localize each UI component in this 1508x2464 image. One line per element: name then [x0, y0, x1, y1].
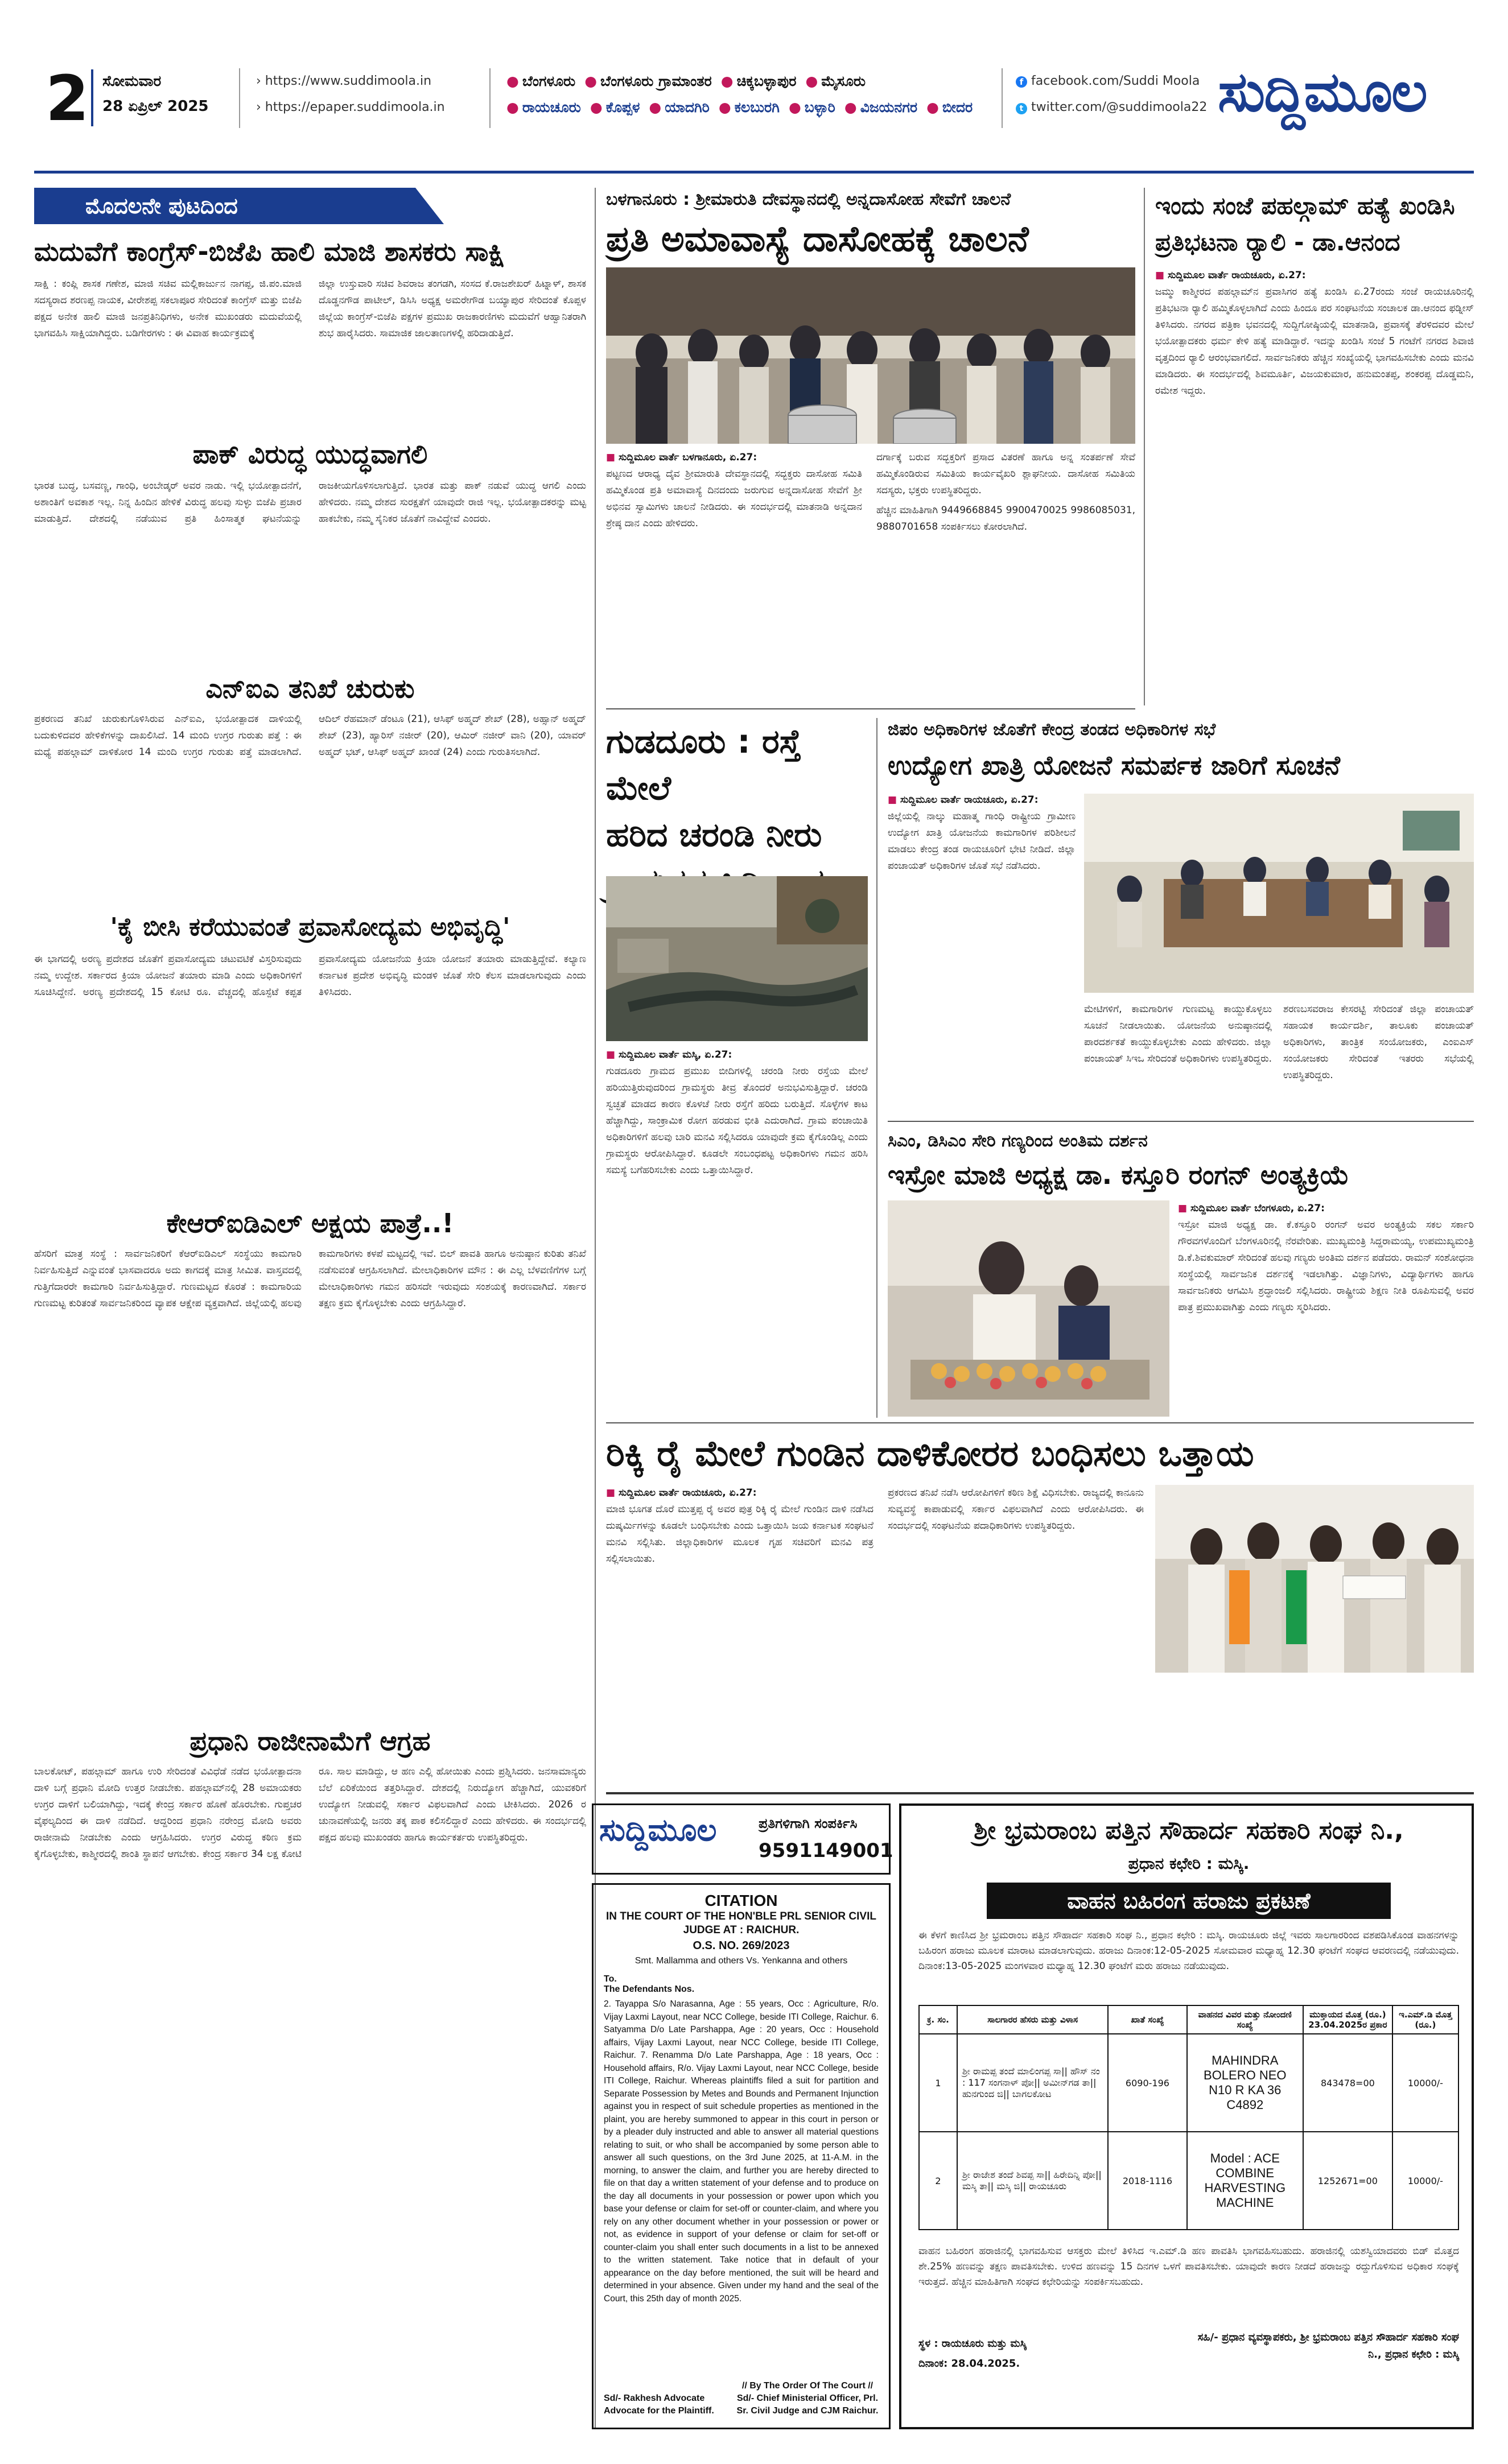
article-body: ■ ಸುದ್ದಿಮೂಲ ವಾರ್ತೆ ರಾಯಚೂರು, ಏ.27: ಜಮ್ಮು ಕಾಶ್ಮೀರದ ಪಹಲ್ಗಾಮ್‌ನ ಪ್ರವಾಸಿಗರ ಹತ್ಯೆ ಖಂಡಿಸಿ ಏ.27ರಂದು ಸಂಜೆ ರಾಯಚೂರಿನಲ್ಲಿ ಪ್ರತಿಭಟನಾ ರ‍್ಯಾಲಿ ಹಮ್ಮಿಕೊಳ್ಳಲಾಗಿದೆ ಎಂದು ಹಿಂದೂ ಪರ ಸಂಘಟನೆಯ ಸಂಚಾಲಕ ಡಾ.ಆನಂದ ಫಡ್ನೀಸ್ ತಿಳಿಸಿದರು. ನಗರದ ಪತ್ರಿಕಾ ಭವನದಲ್ಲಿ ಸುದ್ದಿಗೋಷ್ಠಿಯಲ್ಲಿ ಮಾತನಾಡಿ, ಪ್ರವಾಸಕ್ಕೆ ತೆರಳಿದವರ ಮೇಲೆ ಭಯೋತ್ಪಾದಕರು ಧರ್ಮ ಕೇಳಿ ಹತ್ಯೆ ಮಾಡಿದ್ದಾರೆ. ಇದನ್ನು ಖಂಡಿಸಿ ಸಂಜೆ 5 ಗಂಟೆಗೆ ನಗರದ ಶಿವಾಜಿ ವೃತ್ತದಿಂದ ರ‍್ಯಾಲಿ ಆರಂಭವಾಗಲಿದೆ. ಸಾರ್ವಜನಿಕರು ಹೆಚ್ಚಿನ ಸಂಖ್ಯೆಯಲ್ಲಿ ಭಾಗವಹಿಸಬೇಕು ಎಂದು ಮನವಿ ಮಾಡಿದರು. ಈ ಸಂದರ್ಭದಲ್ಲಿ ಶಿವಮೂರ್ತಿ, ವಿಜಯಕುಮಾರ, ಹನುಮಂತಪ್ಪ, ಶಂಕರಪ್ಪ ದೊಡ್ಡಮನಿ, ರಮೇಶ ಇದ್ದರು.: [1155, 270, 1474, 397]
city-link[interactable]: ಕೊಪ್ಪಳ: [605, 99, 640, 115]
city-link[interactable]: ಬಳ್ಳಾರಿ: [804, 99, 835, 115]
table-header-cell: ಸಾಲಗಾರರ ಹೆಸರು ಮತ್ತು ವಿಳಾಸ: [957, 2005, 1108, 2034]
table-cell: 843478=00: [1303, 2034, 1392, 2132]
bullet-icon: ■: [1155, 270, 1168, 281]
article-body: ದರ್ಗಾಕ್ಕೆ ಬರುವ ಸದ್ಭಕ್ತರಿಗೆ ಪ್ರಸಾದ ವಿತರಣೆ ಹಾಗೂ ಅನ್ನ ಸಂತರ್ಪಣೆ ಸೇವೆ ಹಮ್ಮಿಕೊಂಡಿರುವ ಸಮಿತಿಯ ಕಾರ್ಯವೈಖರಿ ಶ್ಲಾಘನೀಯ. ದಾಸೋಹ ಸಮಿತಿಯ ಸದಸ್ಯರು, ಭಕ್ತರು ಉಪಸ್ಥಿತರಿದ್ದರು. ಹೆಚ್ಚಿನ ಮಾಹಿತಿಗಾಗಿ 9449668845 9900470025 9986085031, 9880701658 ಸಂಪರ್ಕಿಸಲು ಕೋರಲಾಗಿದೆ.: [876, 452, 1135, 533]
bullet-icon: ■: [606, 452, 619, 463]
article-body: ಶರಣಬಸವರಾಜ ಕೇಸರಟ್ಟಿ ಸೇರಿದಂತೆ ಜಿಲ್ಲಾ ಪಂಚಾಯತ್ ಸಹಾಯಕ ಕಾರ್ಯದರ್ಶಿ, ತಾಲೂಕು ಪಂಚಾಯತ್ ಅಧಿಕಾರಿಗಳು, ತಾಂತ್ರಿಕ ಸಂಯೋಜಕರು, ಎಂಐಎಸ್ ಸಂಯೋಜಕರು ಸೇರಿದಂತೆ ಇತರರು ಸಭೆಯಲ್ಲಿ ಉಪಸ್ಥಿತರಿದ್ದರು.: [1283, 1004, 1474, 1081]
chevron-right-icon: ›: [256, 74, 265, 88]
city-link[interactable]: ಕಲಬುರಗಿ: [734, 99, 780, 115]
section-divider: [606, 1792, 1474, 1794]
page-number: 2: [46, 62, 89, 135]
table-cell: 10000/-: [1392, 2034, 1458, 2132]
table-cell: Model : ACE COMBINE HARVESTING MACHINE: [1187, 2132, 1304, 2230]
article-headline: ಮದುವೆಗೆ ಕಾಂಗ್ರೆಸ್-ಬಿಜೆಪಿ ಹಾಲಿ ಮಾಜಿ ಶಾಸಕರು ಸಾಕ್ಷಿ: [34, 236, 505, 267]
twitter-icon: t: [1016, 103, 1027, 114]
bullet-icon: ●: [720, 73, 734, 89]
bullet-icon: ●: [718, 99, 731, 115]
bullet-icon: ●: [844, 99, 857, 115]
article-photo: [606, 267, 1135, 444]
city-links-row2: [506, 99, 982, 116]
bullet-icon: ●: [926, 99, 939, 115]
article-headline: ಗುಡದೂರು : ರಸ್ತೆ ಮೇಲೆ ಹರಿದ ಚರಂಡಿ ನೀರು: [606, 722, 822, 854]
table-cell: 1: [919, 2034, 957, 2132]
article-kicker: ಜಿಪಂ ಅಧಿಕಾರಿಗಳ ಜೊತೆಗೆ ಕೇಂದ್ರ ತಂಡದ ಅಧಿಕಾರಿಗಳ ಸಭೆ: [888, 720, 1216, 740]
article-headline: ಎನ್‌ಐಎ ತನಿಖೆ ಚುರುಕು: [205, 673, 415, 704]
article-headline: 'ಕೈ ಬೀಸಿ ಕರೆಯುವಂತೆ ಪ್ರವಾಸೋದ್ಯಮ ಅಭಿವೃದ್ಧಿ': [110, 913, 510, 942]
article-body: ■ ಸುದ್ದಿಮೂಲ ವಾರ್ತೆ ರಾಯಚೂರು, ಏ.27: ಮಾಜಿ ಭೂಗತ ದೊರೆ ಮುತ್ತಪ್ಪ ರೈ ಅವರ ಪುತ್ರ ರಿಕ್ಕಿ ರೈ ಮೇಲೆ ಗುಂಡಿನ ದಾಳಿ ನಡೆಸಿದ ದುಷ್ಕರ್ಮಿಗಳನ್ನು ಕೂಡಲೇ ಬಂಧಿಸಬೇಕು ಎಂದು ಒತ್ತಾಯಿಸಿ ಜಯ ಕರ್ನಾಟಕ ಸಂಘಟನೆ ಮನವಿ ಸಲ್ಲಿಸಿತು. ಜಿಲ್ಲಾಧಿಕಾರಿಗಳ ಮೂಲಕ ಗೃಹ ಸಚಿವರಿಗೆ ಮನವಿ ಪತ್ರ ಸಲ್ಲಿಸಲಾಯಿತು.: [606, 1487, 874, 1565]
page-header: [34, 60, 1474, 159]
bullet-icon: ●: [506, 73, 519, 89]
facebook-icon: f: [1016, 76, 1027, 88]
table-header-cell: ಮುಕ್ತಾಯದ ಮೊತ್ತ (ರೂ.) 23.04.2025ರ ಪ್ರಕಾರ: [1303, 2005, 1392, 2034]
bullet-icon: ■: [888, 794, 900, 806]
table-cell: 2: [919, 2132, 957, 2230]
auction-notice: ಶ್ರೀ ಭ್ರಮರಾಂಬ ಪತ್ತಿನ ಸೌಹಾರ್ದ ಸಹಕಾರಿ ಸಂಘ ನಿ., ಪ್ರಧಾನ ಕಛೇರಿ : ಮಸ್ಕಿ. ವಾಹನ ಬಹಿರಂಗ ಹರಾಜು ಪ್ರಕಟಣೆ ಈ ಕೆಳಗೆ ಕಾಣಿಸಿದ ಶ್ರೀ ಭ್ರಮರಾಂಬ ಪತ್ತಿನ ಸೌಹಾರ್ದ ಸಹಕಾರಿ ಸಂಘ ನಿ., ಪ್ರಧಾನ ಕಛೇರಿ : ಮಸ್ಕಿ. ರಾಯಚೂರು ಜಿಲ್ಲೆ ಇವರು ಸಾಲಗಾರರಿಂದ ವಶಪಡಿಸಿಕೊಂಡ ವಾಹನಗಳನ್ನು ಬಹಿರಂಗ ಹರಾಜು ಮೂಲಕ ಮಾರಾಟ ಮಾಡಲಾಗುವುದು. ಹರಾಜು ದಿನಾಂಕ:12-05-2025 ಸೋಮವಾರ ಮಧ್ಯಾಹ್ನ 12.30 ಘಂಟೆಗೆ ಸಂಘದ ಆವರಣದಲ್ಲಿ ನಡೆಯುವುದು. ದಿನಾಂಕ:13-05-2025 ಮಂಗಳವಾರ ಮಧ್ಯಾಹ್ನ 12.30 ಘಂಟೆಗೆ ಮರು ಹರಾಜು ನಡೆಯುವುದು. ಕ್ರ. ಸಂ. ಸಾಲಗಾರರ ಹೆಸರು ಮತ್ತು ವಿಳಾಸ ಖಾತೆ ಸಂಖ್ಯೆ ವಾಹನದ ವಿವರ ಮತ್ತು ನೋಂದಣಿ ಸಂಖ್ಯೆ ಮುಕ್ತಾಯದ ಮೊತ್ತ (ರೂ.) 23.04.2025ರ ಪ್ರಕಾರ ಇ.ಎಮ್.ಡಿ ಮೊತ್ತ (ರೂ.) 1 ಶ್ರೀ ರಾಮಪ್ಪ ತಂದೆ ಮಾಲಿಂಗಪ್ಪ ಸಾ|| ಹೌಸ್ ನಂ : 117 ಸಂಗನಾಳ್ ಪೋ|| ಅಮೀನ್‌ಗಡ ತಾ|| ಹುನಗುಂದ ಜಿ|| ಬಾಗಲಕೋಟ 6090-196 MAHINDRA BOLERO NEO N10 R KA 36 C4892 843478=00 10000/- 2 ಶ್ರೀ ರಾಜೇಶ ತಂದೆ ಶಿವಪ್ಪ ಸಾ|| ಹಿರೇದಿನ್ನಿ ಪೋ|| ಮಸ್ಕಿ ತಾ|| ಮಸ್ಕಿ ಜಿ|| ರಾಯಚೂರು 2018-1116 Model : ACE COMBINE HARVESTING MACHINE 1252671=00 10000/- ವಾಹನ ಬಹಿರಂಗ ಹರಾಜಿನಲ್ಲಿ ಭಾಗವಹಿಸುವ ಆಸಕ್ತರು ಮೇಲೆ ತಿಳಿಸಿದ ಇ.ಎಮ್.ಡಿ ಹಣ ಪಾವತಿಸಿ ಭಾಗವಹಿಸಬಹುದು. ಹರಾಜಿನಲ್ಲಿ ಯಶಸ್ವಿಯಾದವರು ಬಿಡ್ ಮೊತ್ತದ ಶೇ.25% ಹಣವನ್ನು ತಕ್ಷಣ ಪಾವತಿಸಬೇಕು. ಉಳಿದ ಹಣವನ್ನು 15 ದಿನಗಳ ಒಳಗೆ ಪಾವತಿಸಬೇಕು. ಯಾವುದೇ ಕಾರಣ ನೀಡದೆ ಹರಾಜನ್ನು ರದ್ದುಗೊಳಿಸುವ ಅಧಿಕಾರ ಸಂಘಕ್ಕೆ ಇರುತ್ತದೆ. ಹೆಚ್ಚಿನ ಮಾಹಿತಿಗಾಗಿ ಸಂಘದ ಕಛೇರಿಯನ್ನು ಸಂಪರ್ಕಿಸಬಹುದು. ಸ್ಥಳ : ರಾಯಚೂರು ಮತ್ತು ಮಸ್ಕಿ ದಿನಾಂಕ: 28.04.2025. ಸಹಿ/- ಪ್ರಧಾನ ವ್ಯವಸ್ಥಾಪಕರು, ಶ್ರೀ ಭ್ರಮರಾಂಬ ಪತ್ತಿನ ಸೌಹಾರ್ದ ಸಹಕಾರಿ ಸಂಘ ನಿ., ಪ್ರಧಾನ ಕಛೇರಿ : ಮಸ್ಕಿ: [899, 1803, 1474, 2429]
facebook-link[interactable]: f facebook.com/Suddi Moola: [1016, 74, 1200, 88]
article-body: ಹೆಸರಿಗೆ ಮಾತ್ರ ಸಂಸ್ಥೆ : ಸಾರ್ವಜನಿಕರಿಗೆ ಕೆಆರ್‌ಐಡಿಎಲ್ ಸಂಸ್ಥೆಯು ಕಾಮಗಾರಿ ನಿರ್ವಹಿಸುತ್ತಿದೆ ಎನ್ನುವಂತೆ ಭಾಸವಾದರೂ ಅದು ಕಾಗದಕ್ಕೆ ಮಾತ್ರ ಸೀಮಿತ. ವಾಸ್ತವದಲ್ಲಿ ಗುತ್ತಿಗೆದಾರರೇ ಕಾಮಗಾರಿ ನಿರ್ವಹಿಸುತ್ತಿದ್ದಾರೆ. ಗುಣಮಟ್ಟದ ಕೊರತೆ : ಕಾಮಗಾರಿಯ ಗುಣಮಟ್ಟ ಕುರಿತಂತೆ ಸಾರ್ವಜನಿಕರಿಂದ ವ್ಯಾಪಕ ಆಕ್ಷೇಪ ವ್ಯಕ್ತವಾಗಿದೆ. ಜಿಲ್ಲೆಯಲ್ಲಿ ಹಲವು ಕಾಮಗಾರಿಗಳು ಕಳಪೆ ಮಟ್ಟದಲ್ಲಿ ಇವೆ. ಬಿಲ್ ಪಾವತಿ ಹಾಗೂ ಅನುಷ್ಠಾನ ಕುರಿತು ತನಿಖೆ ನಡೆಸುವಂತೆ ಆಗ್ರಹಿಸಲಾಗಿದೆ. ಮೇಲಾಧಿಕಾರಿಗಳ ಮೌನ : ಈ ಎಲ್ಲ ಬೆಳವಣಿಗೆಗಳ ಬಗ್ಗೆ ಮೇಲಾಧಿಕಾರಿಗಳು ಗಮನ ಹರಿಸದೇ ಇರುವುದು ಸಂಶಯಕ್ಕೆ ಕಾರಣವಾಗಿದೆ. ಸರ್ಕಾರ ತಕ್ಷಣ ಕ್ರಮ ಕೈಗೊಳ್ಳಬೇಕು ಎಂದು ಆಗ್ರಹಿಸಿದ್ದಾರೆ.: [34, 1248, 586, 1309]
article-headline: ಉದ್ಯೋಗ ಖಾತ್ರಿ ಯೋಜನೆ ಸಮರ್ಪಕ ಜಾರಿಗೆ ಸೂಚನೆ: [888, 750, 1340, 781]
city-link[interactable]: ವಿಜಯನಗರ: [860, 99, 918, 115]
epaper-link[interactable]: › https://epaper.suddimoola.in: [256, 100, 445, 114]
issue-day: ಸೋಮವಾರ: [102, 73, 162, 90]
city-link[interactable]: ಚಿಕ್ಕಬಳ್ಳಾಪುರ: [736, 73, 797, 89]
bullet-icon: ●: [649, 99, 662, 115]
article-headline: ಇಂದು ಸಂಜೆ ಪಹಲ್ಗಾಮ್ ಹತ್ಯೆ ಖಂಡಿಸಿ ಪ್ರತಿಭಟನಾ ರ‍್ಯಾಲಿ - ಡಾ.ಆನಂದ: [1155, 192, 1455, 256]
bullet-icon: ●: [788, 99, 801, 115]
city-links-row1: [506, 73, 875, 90]
table-cell: 10000/-: [1392, 2132, 1458, 2230]
article-photo: [1155, 1485, 1474, 1673]
phone-number: 9591149001: [759, 1839, 893, 1862]
bullet-icon: ●: [805, 73, 818, 89]
bullet-icon: ●: [584, 73, 598, 89]
table-cell: ಶ್ರೀ ರಾಮಪ್ಪ ತಂದೆ ಮಾಲಿಂಗಪ್ಪ ಸಾ|| ಹೌಸ್ ನಂ : 117 ಸಂಗನಾಳ್ ಪೋ|| ಅಮೀನ್‌ಗಡ ತಾ|| ಹುನಗುಂದ ಜಿ|| ಬಾಗಲಕೋಟ: [957, 2034, 1108, 2132]
article-body: ■ ಸುದ್ದಿಮೂಲ ವಾರ್ತೆ ಮಸ್ಕಿ, ಏ.27: ಗುಡದೂರು ಗ್ರಾಮದ ಪ್ರಮುಖ ಬೀದಿಗಳಲ್ಲಿ ಚರಂಡಿ ನೀರು ರಸ್ತೆಯ ಮೇಲೆ ಹರಿಯುತ್ತಿರುವುದರಿಂದ ಗ್ರಾಮಸ್ಥರು ತೀವ್ರ ತೊಂದರೆ ಅನುಭವಿಸುತ್ತಿದ್ದಾರೆ. ಚರಂಡಿ ಸ್ವಚ್ಛತೆ ಮಾಡದ ಕಾರಣ ಕೊಳಚೆ ನೀರು ರಸ್ತೆಗೆ ಹರಿದು ಬರುತ್ತಿದೆ. ಸೊಳ್ಳೆಗಳ ಕಾಟ ಹೆಚ್ಚಾಗಿದ್ದು, ಸಾಂಕ್ರಾಮಿಕ ರೋಗ ಹರಡುವ ಭೀತಿ ಎದುರಾಗಿದೆ. ಗ್ರಾಮ ಪಂಚಾಯಿತಿ ಅಧಿಕಾರಿಗಳಿಗೆ ಹಲವು ಬಾರಿ ಮನವಿ ಸಲ್ಲಿಸಿದರೂ ಯಾವುದೇ ಕ್ರಮ ಕೈಗೊಂಡಿಲ್ಲ ಎಂದು ಗ್ರಾಮಸ್ಥರು ಆರೋಪಿಸಿದ್ದಾರೆ. ಕೂಡಲೇ ಸಂಬಂಧಪಟ್ಟ ಅಧಿಕಾರಿಗಳು ಗಮನ ಹರಿಸಿ ಸಮಸ್ಯೆ ಬಗೆಹರಿಸಬೇಕು ಎಂದು ಒತ್ತಾಯಿಸಿದ್ದಾರೆ.: [606, 1049, 868, 1176]
chevron-right-icon: ›: [256, 100, 265, 114]
table-header-cell: ವಾಹನದ ವಿವರ ಮತ್ತು ನೋಂದಣಿ ಸಂಖ್ಯೆ: [1187, 2005, 1304, 2034]
masthead-logo: ಸುದ್ದಿಮೂಲ: [1218, 60, 1427, 125]
website-link[interactable]: › https://www.suddimoola.in: [256, 74, 432, 88]
article-kicker: ಬಳಗಾನೂರು : ಶ್ರೀಮಾರುತಿ ದೇವಸ್ಥಾನದಲ್ಲಿ ಅನ್ನದಾಸೋಹ ಸೇವೆಗೆ ಚಾಲನೆ: [606, 189, 1011, 209]
bullet-icon: ■: [606, 1487, 619, 1499]
article-body: ■ ಸುದ್ದಿಮೂಲ ವಾರ್ತೆ ರಾಯಚೂರು, ಏ.27: ಜಿಲ್ಲೆಯಲ್ಲಿ ನಾಲ್ಕು ಮಹಾತ್ಮ ಗಾಂಧಿ ರಾಷ್ಟ್ರೀಯ ಗ್ರಾಮೀಣ ಉದ್ಯೋಗ ಖಾತ್ರಿ ಯೋಜನೆಯ ಕಾಮಗಾರಿಗಳ ಪರಿಶೀಲನೆ ಮಾಡಲು ಕೇಂದ್ರ ತಂಡ ರಾಯಚೂರಿಗೆ ಭೇಟಿ ನೀಡಿದೆ. ಜಿಲ್ಲಾ ಪಂಚಾಯತ್ ಅಧಿಕಾರಿಗಳ ಜೊತೆ ಸಭೆ ನಡೆಸಿದರು.: [888, 794, 1076, 872]
table-cell: ಶ್ರೀ ರಾಜೇಶ ತಂದೆ ಶಿವಪ್ಪ ಸಾ|| ಹಿರೇದಿನ್ನಿ ಪೋ|| ಮಸ್ಕಿ ತಾ|| ಮಸ್ಕಿ ಜಿ|| ರಾಯಚೂರು: [957, 2132, 1108, 2230]
table-header-cell: ಇ.ಎಮ್.ಡಿ ಮೊತ್ತ (ರೂ.): [1392, 2005, 1458, 2034]
article-headline: ಇಸ್ರೋ ಮಾಜಿ ಅಧ್ಯಕ್ಷ ಡಾ. ಕಸ್ತೂರಿ ರಂಗನ್ ಅಂತ್ಯಕ್ರಿಯೆ: [888, 1159, 1349, 1190]
city-link[interactable]: ಬೆಂಗಳೂರು: [522, 73, 576, 89]
article-body: ಮೇಟಿಗಳಿಗೆ, ಕಾಮಗಾರಿಗಳ ಗುಣಮಟ್ಟ ಕಾಯ್ದುಕೊಳ್ಳಲು ಸೂಚನೆ ನೀಡಲಾಯಿತು. ಯೋಜನೆಯ ಅನುಷ್ಠಾನದಲ್ಲಿ ಪಾರದರ್ಶಕತೆ ಕಾಯ್ದುಕೊಳ್ಳಬೇಕು ಎಂದು ಹೇಳಿದರು. ಜಿಲ್ಲಾ ಪಂಚಾಯತ್ ಸಿಇಒ ಸೇರಿದಂತೆ ಅಧಿಕಾರಿಗಳು ಉಪಸ್ಥಿತರಿದ್ದರು.: [1084, 1004, 1272, 1064]
city-link[interactable]: ಬೆಂಗಳೂರು ಗ್ರಾಮಾಂತರ: [600, 73, 712, 89]
article-headline: ಪಾಕ್ ವಿರುದ್ಧ ಯುದ್ಧವಾಗಲಿ: [192, 439, 428, 469]
table-cell: 2018-1116: [1108, 2132, 1186, 2230]
article-body: ಜಿಲ್ಲಾ ಉಸ್ತುವಾರಿ ಸಚಿವ ಶಿವರಾಜ ತಂಗಡಗಿ, ಸಂಸದ ಕೆ.ರಾಜಶೇಖರ್ ಹಿಟ್ನಾಳ್, ಶಾಸಕ ದೊಡ್ಡನಗೌಡ ಪಾಟೀಲ್, ಡಿಸಿಸಿ ಅಧ್ಯಕ್ಷ ಅಮರೇಗೌಡ ಬಯ್ಯಾಪುರ ಸೇರಿದಂತೆ ಕೊಪ್ಪಳ ಜಿಲ್ಲೆಯ ಕಾಂಗ್ರೆಸ್-ಬಿಜೆಪಿ ಪಕ್ಷಗಳ ಪ್ರಮುಖ ರಾಜಕಾರಣಿಗಳು ಮದುವೆಗೆ ಆಹ್ವಾನಿತರಾಗಿ ಶುಭ ಹಾರೈಸಿದರು. ಸಾಮಾಜಿಕ ಜಾಲತಾಣಗಳಲ್ಲಿ ಹರಿದಾಡುತ್ತಿದೆ.: [319, 278, 586, 339]
article-body: ಪ್ರಕರಣದ ತನಿಖೆ ಚುರುಕುಗೊಳಿಸಿರುವ ಎನ್‌ಐಎ, ಭಯೋತ್ಪಾದಕ ದಾಳಿಯಲ್ಲಿ ಬದುಕುಳಿದವರ ಹೇಳಿಕೆಗಳನ್ನು ದಾಖಲಿಸಿದೆ. 14 ಮಂದಿ ಉಗ್ರರ ಗುರುತು ಪತ್ತೆ : ಈ ಮಧ್ಯೆ ಪಹಲ್ಗಾಮ್ ದಾಳಿಕೋರ 14 ಮಂದಿ ಉಗ್ರರ ಗುರುತು ಪತ್ತೆ ಮಾಡಲಾಗಿದೆ. ಆದಿಲ್ ರೆಹಮಾನ್ ಡೆಂಟೂ (21), ಆಸಿಫ್ ಅಹ್ಮದ್ ಶೇಖ್ (28), ಅಹ್ಸಾನ್ ಅಹ್ಮದ್ ಶೇಖ್ (23), ಹ್ಯಾರಿಸ್ ನಜೀರ್ (20), ಆಮಿರ್ ನಜೀರ್ ವಾನಿ (20), ಯಾವರ್ ಅಹ್ಮದ್ ಭಟ್, ಆಸಿಫ್ ಅಹ್ಮದ್ ಖಾಂಡೆ (24) ಎಂದು ಗುರುತಿಸಲಾಗಿದೆ.: [34, 713, 586, 758]
article-body: ಈ ಭಾಗದಲ್ಲಿ ಅರಣ್ಯ ಪ್ರದೇಶದ ಜೊತೆಗೆ ಪ್ರವಾಸೋದ್ಯಮ ಚಟುವಟಿಕೆ ವಿಸ್ತರಿಸುವುದು ನಮ್ಮ ಉದ್ದೇಶ. ಸರ್ಕಾರದ ಕ್ರಿಯಾ ಯೋಜನೆ ತಯಾರು ಮಾಡಿ ಎಂದು ಅಧಿಕಾರಿಗಳಿಗೆ ಸೂಚಿಸಿದ್ದೇನೆ. ಅರಣ್ಯ ಪ್ರದೇಶದಲ್ಲಿ 15 ಕೋಟಿ ರೂ. ವೆಚ್ಚದಲ್ಲಿ ಹೊಸ್ಪೆಟೆ ಕಪ್ಪತ ಪ್ರವಾಸೋದ್ಯಮ ಯೋಜನೆಯ ಕ್ರಿಯಾ ಯೋಜನೆ ತಯಾರು ಮಾಡುತ್ತಿದ್ದೇವೆ. ಕಲ್ಯಾಣ ಕರ್ನಾಟಕ ಪ್ರದೇಶ ಅಭಿವೃದ್ಧಿ ಮಂಡಳಿ ಜೊತೆ ಸೇರಿ ಕೆಲಸ ಮಾಡಲಾಗುವುದು ಎಂದು ತಿಳಿಸಿದರು.: [34, 954, 586, 998]
article-body: ಬಾಲಕೋಟ್, ಪಹಲ್ಗಾಮ್ ಹಾಗೂ ಉರಿ ಸೇರಿದಂತೆ ವಿವಿಧೆಡೆ ನಡೆದ ಭಯೋತ್ಪಾದನಾ ದಾಳಿ ಬಗ್ಗೆ ಪ್ರಧಾನಿ ಮೋದಿ ಉತ್ತರ ನೀಡಬೇಕು. ಪಹಲ್ಗಾಮ್‌ನಲ್ಲಿ 28 ಅಮಾಯಕರು ಉಗ್ರರ ದಾಳಿಗೆ ಬಲಿಯಾಗಿದ್ದು, ಇದಕ್ಕೆ ಕೇಂದ್ರ ಸರ್ಕಾರ ಹೊಣೆ ಹೊರಬೇಕು. ಗುಪ್ತಚರ ವೈಫಲ್ಯದಿಂದ ಈ ದಾಳಿ ನಡೆದಿದೆ. ಆದ್ದರಿಂದ ಪ್ರಧಾನಿ ನರೇಂದ್ರ ಮೋದಿ ಅವರು ರಾಜೀನಾಮೆ ನೀಡಬೇಕು ಎಂದು ಆಗ್ರಹಿಸಿದರು. ಉಗ್ರರ ವಿರುದ್ಧ ಕಠಿಣ ಕ್ರಮ ಕೈಗೊಳ್ಳಬೇಕು, ಕಾಶ್ಮೀರದಲ್ಲಿ ಶಾಂತಿ ಸ್ಥಾಪನೆ ಆಗಬೇಕು. ಕೇಂದ್ರ ಸರ್ಕಾರ 34 ಲಕ್ಷ ಕೋಟಿ ರೂ. ಸಾಲ ಮಾಡಿದ್ದು, ಆ ಹಣ ಎಲ್ಲಿ ಹೋಯಿತು ಎಂದು ಪ್ರಶ್ನಿಸಿದರು. ಜನಸಾಮಾನ್ಯರು ಬೆಲೆ ಏರಿಕೆಯಿಂದ ತತ್ತರಿಸಿದ್ದಾರೆ. ದೇಶದಲ್ಲಿ ನಿರುದ್ಯೋಗ ಹೆಚ್ಚಾಗಿದೆ, ಯುವಕರಿಗೆ ಉದ್ಯೋಗ ನೀಡುವಲ್ಲಿ ಸರ್ಕಾರ ವಿಫಲವಾಗಿದೆ ಎಂದು ಟೀಕಿಸಿದರು. 2026 ರ ಚುನಾವಣೆಯಲ್ಲಿ ಜನರು ತಕ್ಕ ಪಾಠ ಕಲಿಸಲಿದ್ದಾರೆ ಎಂದು ಹೇಳಿದರು. ಈ ಸಂದರ್ಭದಲ್ಲಿ ಪಕ್ಷದ ಹಲವು ಮುಖಂಡರು ಹಾಗೂ ಕಾರ್ಯಕರ್ತರು ಉಪಸ್ಥಿತರಿದ್ದರು.: [34, 1766, 586, 1860]
bullet-icon: ■: [606, 1049, 619, 1060]
article-photo: [606, 876, 868, 1041]
bullet-icon: ●: [506, 99, 519, 115]
table-row: [919, 2034, 1458, 2132]
table-cell: MAHINDRA BOLERO NEO N10 R KA 36 C4892: [1187, 2034, 1304, 2132]
table-header-cell: ಕ್ರ. ಸಂ.: [919, 2005, 957, 2034]
article-body: ಭಾರತ ಬುದ್ಧ, ಬಸವಣ್ಣ, ಗಾಂಧಿ, ಅಂಬೇಡ್ಕರ್ ಅವರ ನಾಡು. ಇಲ್ಲಿ ಭಯೋತ್ಪಾದನೆಗೆ, ಅಶಾಂತಿಗೆ ಅವಕಾಶ ಇಲ್ಲ. ನಿನ್ನ ಹಿಂದಿನ ಹೇಳಿಕೆ ವಿರುದ್ಧ ಹಲವು ಸುಳ್ಳು ಬಿಜೆಪಿ ಪ್ರಚಾರ ಮಾಡುತ್ತಿದೆ. ದೇಶದಲ್ಲಿ ನಡೆಯುವ ಪ್ರತಿ ಹಿಂಸಾತ್ಮಕ ಘಟನೆಯನ್ನು ರಾಜಕೀಯಗೊಳಿಸಲಾಗುತ್ತಿದೆ. ಭಾರತ ಮತ್ತು ಪಾಕ್ ನಡುವೆ ಯುದ್ಧ ಆಗಲಿ ಎಂದು ಹೇಳಿದರು. ನಮ್ಮ ದೇಶದ ಸುರಕ್ಷತೆಗೆ ಯಾವುದೇ ರಾಜಿ ಇಲ್ಲ. ಭಯೋತ್ಪಾದಕರನ್ನು ಮಟ್ಟ ಹಾಕಬೇಕು, ನಮ್ಮ ಸೈನಿಕರ ಜೊತೆಗೆ ನಾವಿದ್ದೇವೆ ಎಂದರು.: [34, 480, 586, 525]
subscription-ad: ಸುದ್ದಿಮೂಲ ಪ್ರತಿಗಳಿಗಾಗಿ ಸಂಪರ್ಕಿಸಿ 9591149001: [592, 1803, 891, 1875]
article-body: ■ ಸುದ್ದಿಮೂಲ ವಾರ್ತೆ ಬೆಂಗಳೂರು, ಏ.27: ಇಸ್ರೋ ಮಾಜಿ ಅಧ್ಯಕ್ಷ ಡಾ. ಕೆ.ಕಸ್ತೂರಿ ರಂಗನ್ ಅವರ ಅಂತ್ಯಕ್ರಿಯೆ ಸಕಲ ಸರ್ಕಾರಿ ಗೌರವಗಳೊಂದಿಗೆ ಬೆಂಗಳೂರಿನಲ್ಲಿ ನೆರವೇರಿತು. ಮುಖ್ಯಮಂತ್ರಿ ಸಿದ್ದರಾಮಯ್ಯ, ಉಪಮುಖ್ಯಮಂತ್ರಿ ಡಿ.ಕೆ.ಶಿವಕುಮಾರ್ ಸೇರಿದಂತೆ ಹಲವು ಗಣ್ಯರು ಅಂತಿಮ ದರ್ಶನ ಪಡೆದರು. ರಾಮನ್ ಸಂಶೋಧನಾ ಸಂಸ್ಥೆಯಲ್ಲಿ ಸಾರ್ವಜನಿಕ ದರ್ಶನಕ್ಕೆ ಇಡಲಾಗಿತ್ತು. ವಿಜ್ಞಾನಿಗಳು, ವಿದ್ಯಾರ್ಥಿಗಳು ಹಾಗೂ ಸಾರ್ವಜನಿಕರು ಆಗಮಿಸಿ ಶ್ರದ್ಧಾಂಜಲಿ ಸಲ್ಲಿಸಿದರು. ರಾಷ್ಟ್ರೀಯ ಶಿಕ್ಷಣ ನೀತಿ ರೂಪಿಸುವಲ್ಲಿ ಅವರ ಪಾತ್ರ ಪ್ರಮುಖವಾಗಿತ್ತು ಎಂದು ಗಣ್ಯರು ಸ್ಮರಿಸಿದರು.: [1178, 1203, 1474, 1313]
article-headline: ರಿಕ್ಕಿ ರೈ ಮೇಲೆ ಗುಂಡಿನ ದಾಳಿಕೋರರ ಬಂಧಿಸಲು ಒತ್ತಾಯ: [606, 1433, 1254, 1474]
bullet-icon: ■: [1178, 1203, 1190, 1214]
article-headline: ಕೇಆರ್‌ಐಡಿಎಲ್ ಅಕ್ಷಯ ಪಾತ್ರೆ..!: [166, 1208, 454, 1239]
table-header-cell: ಖಾತೆ ಸಂಖ್ಯೆ: [1108, 2005, 1186, 2034]
issue-date: 28 ಏಪ್ರಿಲ್ 2025: [102, 98, 209, 115]
article-body: ಪ್ರಕರಣದ ತನಿಖೆ ನಡೆಸಿ ಆರೋಪಿಗಳಿಗೆ ಕಠಿಣ ಶಿಕ್ಷೆ ವಿಧಿಸಬೇಕು. ರಾಜ್ಯದಲ್ಲಿ ಕಾನೂನು ಸುವ್ಯವಸ್ಥೆ ಕಾಪಾಡುವಲ್ಲಿ ಸರ್ಕಾರ ವಿಫಲವಾಗಿದೆ ಎಂದು ಆರೋಪಿಸಿದರು. ಈ ಸಂದರ್ಭದಲ್ಲಿ ಸಂಘಟನೆಯ ಪದಾಧಿಕಾರಿಗಳು ಉಪಸ್ಥಿತರಿದ್ದರು.: [888, 1487, 1144, 1532]
article-body: ಸಾಕ್ಷಿ : ಕಂಪ್ಲಿ ಶಾಸಕ ಗಣೇಶ, ಮಾಜಿ ಸಚಿವ ಮಲ್ಲಿಕಾರ್ಜುನ ನಾಗಪ್ಪ, ಜಿ.ಪಂ.ಮಾಜಿ ಸದಸ್ಯರಾದ ಶರಣಪ್ಪ ನಾಯಕ, ವೀರೇಶಪ್ಪ ಸಕಲಾಪೂರ ಸೇರಿದಂತೆ ಕಾಂಗ್ರೆಸ್ ಮತ್ತು ಬಿಜೆಪಿ ಪಕ್ಷದ ಅನೇಕ ಹಾಲಿ ಮಾಜಿ ಜನಪ್ರತಿನಿಧಿಗಳು, ಅನೇಕ ಮುಖಂಡರು ಮದುವೆಯಲ್ಲಿ ಭಾಗವಹಿಸಿ ಸಾಕ್ಷಿಯಾಗಿದ್ದರು. ಬಡಿಗೇರಗಳು : ಈ ವಿವಾಹ ಕಾರ್ಯಕ್ರಮಕ್ಕೆ: [34, 278, 302, 339]
court-citation-notice: CITATION IN THE COURT OF THE HON'BLE PRL SENIOR CIVIL JUDGE AT : RAICHUR. O.S. NO. 269/2023 Smt. Mallamma and others Vs. Yenkanna and others To. The Defendants Nos. 2. Tayappa S/o Narasanna, Age : 55 years, Occ : Agriculture, R/o. Vijay Laxmi Layout, near NCC College, beside ITI College, Raichur. 6. Satyamma D/o Late Parshappa, Age : 20 years, Occ : Household affairs, Vijay Laxmi Layout, near NCC College, beside ITI College, Raichur. 7. Renamma D/o Late Parshappa, Age : 18 years, Occ : Household affairs, R/o. Vijay Laxmi Layout, near NCC College, beside ITI College, Raichur. Whereas plaintiffs filed a suit for partition and Separate Possession by Metes and Bounds and Permanent Injunction against you in respect of suit schedule properties as mentioned in the plaint, you are hereby summoned to appear in this court in person or by a pleader duly instructed and able to answer all material questions relating to suit, or who shall be accompanied by some person able to answer all such questions, on the 3rd June 2025, at 11-A.M. in the morning, to answer the claim, and further you are hereby directed to file on that day a written statement of your defense and to produce on the day all documents in your possession or power upon which you base your defense or claim for set-off or counter-claim, and where you rely on any other document whether in your possession or power or not, as evidence in support of your defense or claim for set-off or counter-claim you shall enter such documents in a list to be annexed to the written statement. Take notice that in default of your appearance on the day before mentioned, the suit will be heard and determined in your absence. Given under my hand and the seal of the Court, this 25th day of month 2025. Sd/- Rakhesh Advocate Advocate for the Plaintiff. // By The Order Of The Court // Sd/- Chief Ministerial Officer, Prl. Sr. Civil Judge and CJM Raichur.: [592, 1883, 891, 2429]
city-link[interactable]: ಮೈಸೂರು: [821, 73, 866, 89]
city-link[interactable]: ಯಾದಗಿರಿ: [665, 99, 710, 115]
bullet-icon: ●: [590, 99, 603, 115]
table-row: [919, 2132, 1458, 2230]
article-headline: ಪ್ರತಿ ಅಮಾವಾಸ್ಯೆ ದಾಸೋಹಕ್ಕೆ ಚಾಲನೆ: [606, 218, 1029, 259]
auction-banner: ವಾಹನ ಬಹಿರಂಗ ಹರಾಜು ಪ್ರಕಟಣೆ: [1067, 1888, 1311, 1913]
article-body: ■ ಸುದ್ದಿಮೂಲ ವಾರ್ತೆ ಬಳಗಾನೂರು, ಏ.27: ಪಟ್ಟಣದ ಆರಾಧ್ಯ ದೈವ ಶ್ರೀಮಾರುತಿ ದೇವಸ್ಥಾನದಲ್ಲಿ ಸದ್ಭಕ್ತರು ದಾಸೋಹ ಸಮಿತಿ ಹಮ್ಮಿಕೊಂಡ ಪ್ರತಿ ಅಮಾವಾಸ್ಯೆ ದಿನದಂದು ಜರುಗುವ ಅನ್ನದಾಸೋಹ ಸೇವೆಗೆ ಶ್ರೀ ಅಭಿನವ ಸ್ವಾಮಿಗಳು ಚಾಲನೆ ನೀಡಿದರು. ಈ ಸಂದರ್ಭದಲ್ಲಿ ಮಾತನಾಡಿ ಅನ್ನದಾನ ಶ್ರೇಷ್ಠ ದಾನ ಎಂದು ಹೇಳಿದರು.: [606, 452, 862, 529]
city-link[interactable]: ರಾಯಚೂರು: [522, 99, 581, 115]
twitter-link[interactable]: t twitter.com/@suddimoola22: [1016, 100, 1207, 114]
table-cell: 1252671=00: [1303, 2132, 1392, 2230]
article-photo: [1084, 794, 1474, 993]
section-label: ಮೊದಲನೇ ಪುಟದಿಂದ: [34, 188, 444, 224]
header-rule: [34, 171, 1474, 174]
city-link[interactable]: ಬೀದರ: [942, 99, 973, 115]
auction-table: [918, 2005, 1459, 2230]
article-photo: [888, 1200, 1169, 1417]
table-cell: 6090-196: [1108, 2034, 1186, 2132]
article-kicker: ಸಿಎಂ, ಡಿಸಿಎಂ ಸೇರಿ ಗಣ್ಯರಿಂದ ಅಂತಿಮ ದರ್ಶನ: [888, 1131, 1148, 1151]
masthead-logo: ಸುದ್ದಿಮೂಲ: [599, 1812, 717, 1848]
article-headline: ಪ್ರಧಾನಿ ರಾಜೀನಾಮೆಗೆ ಆಗ್ರಹ: [189, 1726, 431, 1756]
